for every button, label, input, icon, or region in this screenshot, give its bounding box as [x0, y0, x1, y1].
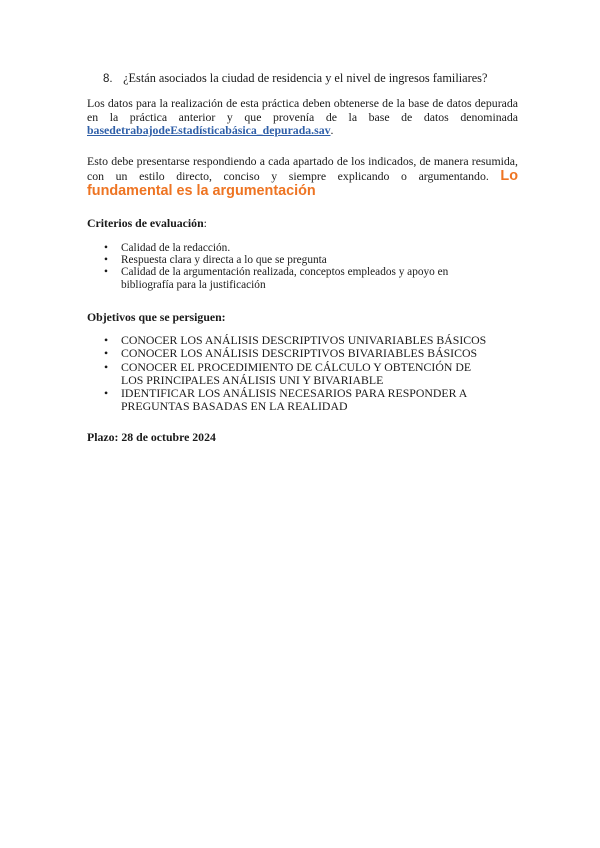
data-source-paragraph: [87, 97, 518, 138]
objective-item-text: IDENTIFICAR LOS ANÁLISIS NECESARIOS PARA RESPONDER A PREGUNTAS BASADAS EN LA REALIDAD: [121, 386, 467, 414]
data-source-end: .: [330, 123, 334, 138]
bullet-icon: •: [104, 346, 109, 361]
list-item: [87, 361, 487, 388]
data-source-text: Los datos para la realización de esta práctica deben obtenerse de la base de datos depurada en la práctica anterior y que provenía de la base de datos denominada: [87, 96, 518, 124]
question-number: 8.: [103, 73, 113, 85]
bullet-icon: •: [104, 266, 108, 279]
list-item: [87, 266, 487, 290]
objective-item-text: CONOCER EL PROCEDIMIENTO DE CÁLCULO Y OBTENCIÓN DE LOS PRINCIPALES ANÁLISIS UNI Y BIVARIABLE: [121, 359, 472, 387]
objectives-heading: Objetivos que se persiguen:: [87, 310, 226, 324]
instructions-paragraph: [87, 154, 518, 199]
criteria-item-text: Respuesta clara y directa a lo que se pregunta: [121, 254, 327, 267]
list-item: [87, 334, 487, 347]
criteria-heading-colon: :: [203, 216, 207, 230]
bullet-icon: •: [104, 254, 108, 267]
objective-item-text: CONOCER LOS ANÁLISIS DESCRIPTIVOS UNIVARIABLES BÁSICOS: [121, 333, 487, 347]
bullet-icon: •: [104, 333, 109, 347]
list-item: [87, 242, 487, 254]
bullet-icon: •: [104, 242, 108, 254]
criteria-heading: [87, 216, 207, 231]
instructions-text: Esto debe presentarse respondiendo a cada apartado de los indicados, de manera resumida, con un estilo directo, conciso y siempre explicando o argumentando.: [87, 154, 518, 183]
bullet-icon: •: [104, 386, 109, 401]
argumentation-emphasis: Lo fundamental es la argumentación: [87, 168, 519, 199]
list-item: [87, 254, 487, 266]
objectives-list: [87, 334, 487, 414]
list-item: [87, 387, 487, 414]
dataset-file-link[interactable]: basedetrabajodeEstadísticabásica_depurada.sav: [87, 123, 331, 138]
criteria-item-text: Calidad de la argumentación realizada, conceptos empleados y apoyo en bibliografía para la justificación: [121, 266, 449, 291]
list-item: [87, 347, 487, 360]
criteria-list: [87, 242, 487, 291]
criteria-heading-text: Criterios de evaluación: [87, 216, 204, 230]
bullet-icon: •: [104, 359, 109, 374]
question-8: [103, 70, 487, 87]
deadline: Plazo: 28 de octubre 2024: [87, 430, 216, 444]
question-text: ¿Están asociados la ciudad de residencia y el nivel de ingresos familiares?: [123, 71, 488, 85]
criteria-item-text: Calidad de la redacción.: [121, 242, 231, 254]
objective-item-text: CONOCER LOS ANÁLISIS DESCRIPTIVOS BIVARIABLES BÁSICOS: [121, 346, 478, 361]
